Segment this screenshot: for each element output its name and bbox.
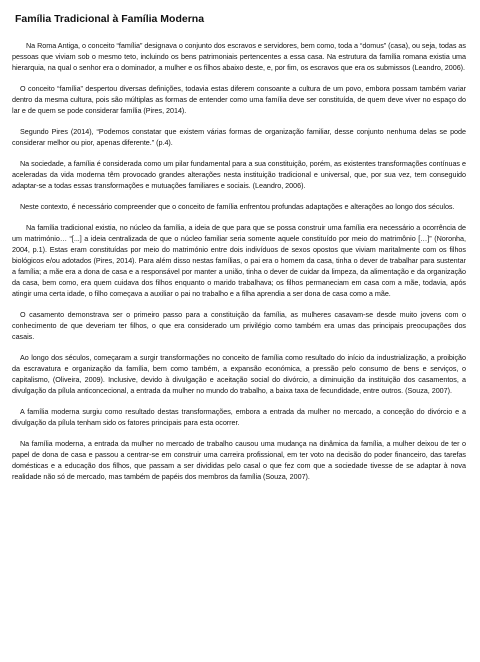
paragraph-10: Na família moderna, a entrada da mulher no mercado de trabalho causou uma mudança na dinâmica da família, a mulher deixou de ter o papel de dona de casa e passou a centrar-se em construir uma carreira profissional, em ter voto na decisão do poder financeiro, das tarefas domésticas e a educação dos filhos, que passam a ser divididas pelo casal o que fez com que a sociedade tivesse de se adaptar à nova realidade não só de mercado, mas também de papéis dos membros da família (Souza, 2007).	[12, 439, 466, 481]
paragraph-1: Na Roma Antiga, o conceito “família” designava o conjunto dos escravos e servidores, bem como, toda a “domus” (casa), ou seja, todas as pessoas que viviam sob o mesmo teto, incluindo os bens patrimoniais pertencentes a essa casa. Na estrutura da família romana existia uma hierarquia, na qual o senhor era o dominador, a mulher e os filhos abaixo deste, e, por fim, os escravos que era os submissos (Leandro, 2006).	[12, 41, 466, 72]
paragraph-9: A família moderna surgiu como resultado destas transformações, embora a entrada da mulher no mercado, a conceção do divórcio e a divulgação da pílula tenham sido os fatores principais para esta ocorrer.	[12, 407, 466, 427]
paragraph-8: Ao longo dos séculos, começaram a surgir transformações no conceito de família como resultado do início da industrialização, a proibição da escravatura e organização da família, bem como também, a expansão económica, a pressão pelo consumo de bens e serviços, o capitalismo, (Oliveira, 2009). Inclusive, devido à divulgação e aceitação social do divórcio, a diminuição da instituição dos casamentos, a divulgação da pílula anticoncecional, a entrada da mulher no mundo do trabalho, a baixa taxa de fecundidade, entre outros. (Souza, 2007).	[12, 353, 466, 395]
document-body	[12, 40, 466, 482]
paragraph-3: Segundo Pires (2014), “Podemos constatar que existem várias formas de organização familiar, desse conjunto nenhuma delas se pode considerar melhor ou pior, apenas diferente.” (p.4).	[12, 127, 466, 147]
paragraph-2: O conceito “família” despertou diversas definições, todavia estas diferem consoante a cultura de um povo, embora possam também variar dentro da mesma cultura, pois são múltiplas as formas de entender como uma família deve ser constituída, de quem deve viver no espaço do lar e de quem se pode considerar família (Pires, 2014).	[12, 84, 466, 115]
paragraph-6: Na família tradicional existia, no núcleo da família, a ideia de que para que se possa construir uma família era necessário a ocorrência de um matrimónio… “[...] a ideia centralizada de que o núcleo familiar seria somente aquele constituído por meio do matrimônio […]” (Noronha, 2004, p.1). Estas eram constituídas por meio do matrimónio entre dois indivíduos de sexos opostos que viviam maritalmente com os filhos biológicos e/ou adotados (Pires, 2014). Para além disso nestas famílias, o pai era o homem da casa, tinha o dever de trabalhar para sustentar a família; a mãe era a dona de casa e a responsável por manter a união, tinha o dever de cuidar da limpeza, da alimentação e da organização da casa, bem como, era quem cuidava dos filhos enquanto o marido trabalhava; os filhos permaneciam em casa com a mãe, todavia, após atingir uma certa idade, o filho começava a auxiliar o pai no trabalho e a filha aprendia a ser dona de casa como a mãe.	[12, 223, 466, 298]
paragraph-4: Na sociedade, a família é considerada como um pilar fundamental para a sua constituição, porém, as existentes transformações contínuas e aceleradas da vida moderna têm provocado grandes alterações nesta instituição tradicional e universal, que, por sua vez, tem conseguido adaptar-se a todas essas transformações e mutuações familiares e sociais. (Leandro, 2006).	[12, 159, 466, 190]
document-title: Família Tradicional à Família Moderna	[15, 13, 205, 25]
paragraph-5: Neste contexto, é necessário compreender que o conceito de família enfrentou profundas adaptações e alterações ao longo dos séculos.	[20, 202, 455, 211]
paragraph-7: O casamento demonstrava ser o primeiro passo para a constituição da família, as mulheres casavam-se desde muito jovens com o conhecimento de que deveriam ter filhos, o que era considerado um privilégio como também era umas das principais preocupações dos casais.	[12, 310, 466, 341]
